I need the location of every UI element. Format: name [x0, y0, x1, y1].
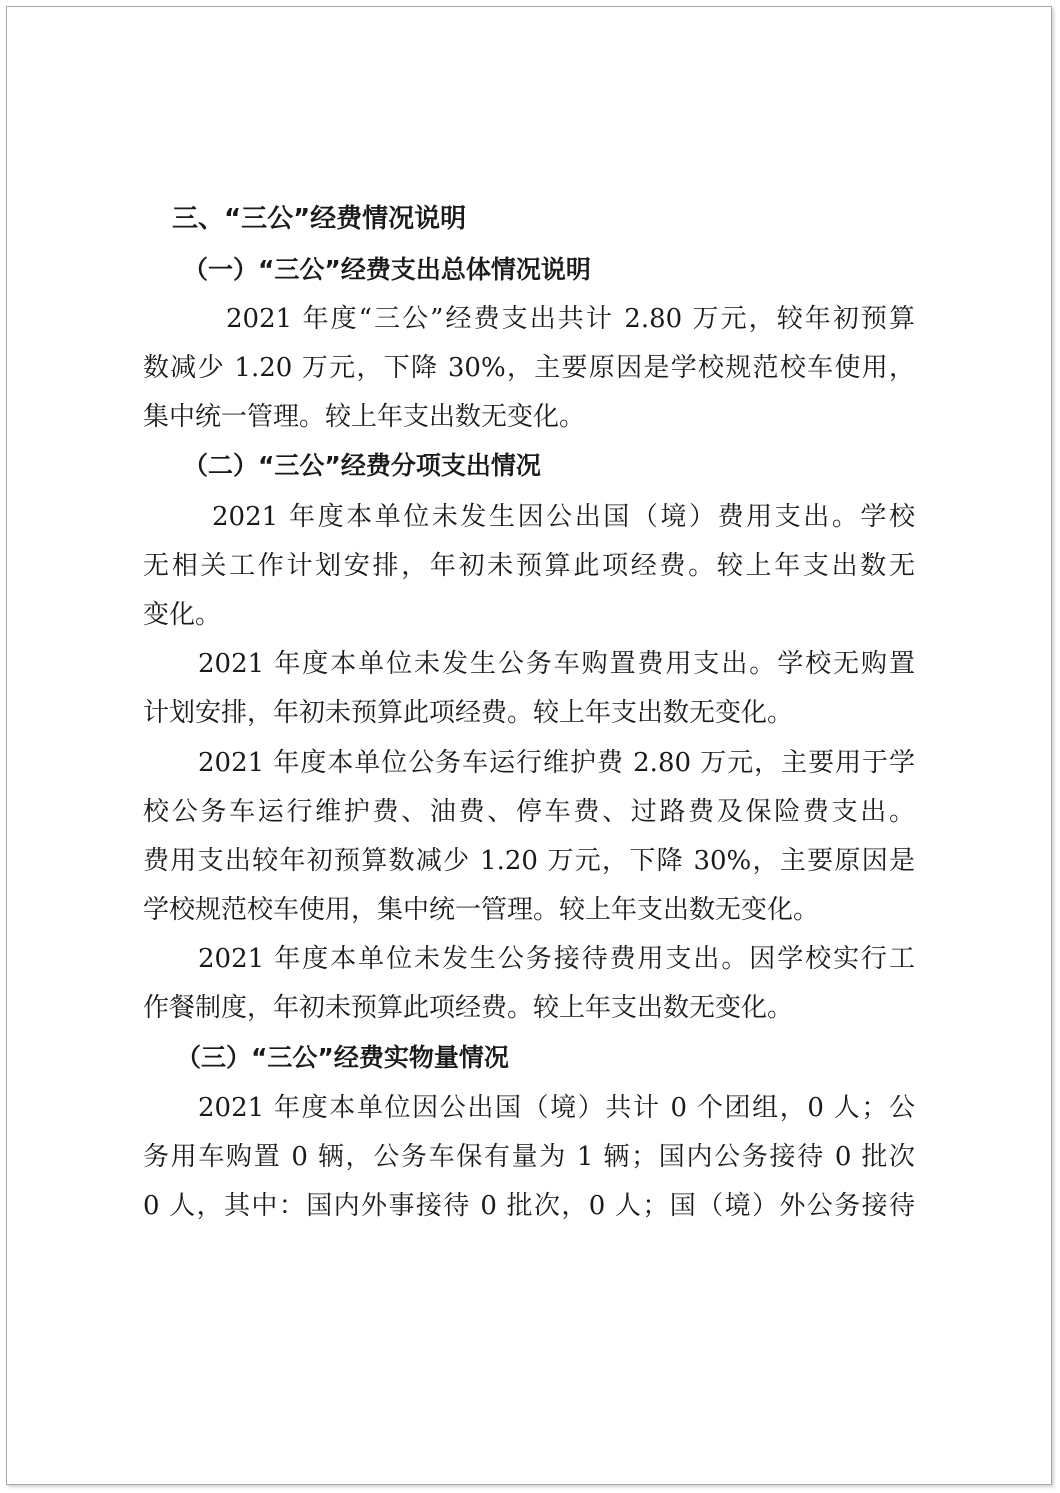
- paragraph-line: 0 人，其中：国内外事接待 0 批次，0 人；国（境）外公务接待: [143, 1191, 915, 1221]
- paragraph-line: 2021 年度本单位因公出国（境）共计 0 个团组，0 人；公: [198, 1093, 915, 1123]
- subsection-title-itemized: （二）“三公”经费分项支出情况: [183, 451, 541, 480]
- section-title: 三、“三公”经费情况说明: [172, 204, 467, 234]
- paragraph-line: 作餐制度，年初未预算此项经费。较上年支出数无变化。: [143, 993, 794, 1023]
- paragraph-line: 务用车购置 0 辆，公务车保有量为 1 辆；国内公务接待 0 批次: [143, 1142, 915, 1172]
- paragraph-line: 学校规范校车使用，集中统一管理。较上年支出数无变化。: [143, 895, 820, 925]
- paragraph-line: 2021 年度“三公”经费支出共计 2.80 万元，较年初预算: [226, 304, 915, 334]
- paragraph-line: 2021 年度本单位未发生公务车购置费用支出。学校无购置: [198, 649, 915, 679]
- paragraph-line: 变化。: [143, 600, 222, 630]
- paragraph-line: 2021 年度本单位未发生公务接待费用支出。因学校实行工: [198, 944, 915, 974]
- paragraph-line: 集中统一管理。较上年支出数无变化。: [143, 402, 586, 432]
- subsection-title-physical: （三）“三公”经费实物量情况: [176, 1043, 509, 1072]
- subsection-title-overall: （一）“三公”经费支出总体情况说明: [183, 255, 591, 284]
- paragraph-line: 校公务车运行维护费、油费、停车费、过路费及保险费支出。: [143, 797, 915, 827]
- paragraph-line: 计划安排，年初未预算此项经费。较上年支出数无变化。: [143, 698, 794, 728]
- paragraph-line: 2021 年度本单位公务车运行维护费 2.80 万元，主要用于学: [198, 748, 915, 778]
- paragraph-line: 无相关工作计划安排，年初未预算此项经费。较上年支出数无: [143, 551, 915, 581]
- paragraph-line: 数减少 1.20 万元，下降 30%，主要原因是学校规范校车使用，: [143, 353, 915, 383]
- paragraph-line: 2021 年度本单位未发生因公出国（境）费用支出。学校: [212, 502, 915, 532]
- paragraph-line: 费用支出较年初预算数减少 1.20 万元，下降 30%，主要原因是: [143, 846, 915, 876]
